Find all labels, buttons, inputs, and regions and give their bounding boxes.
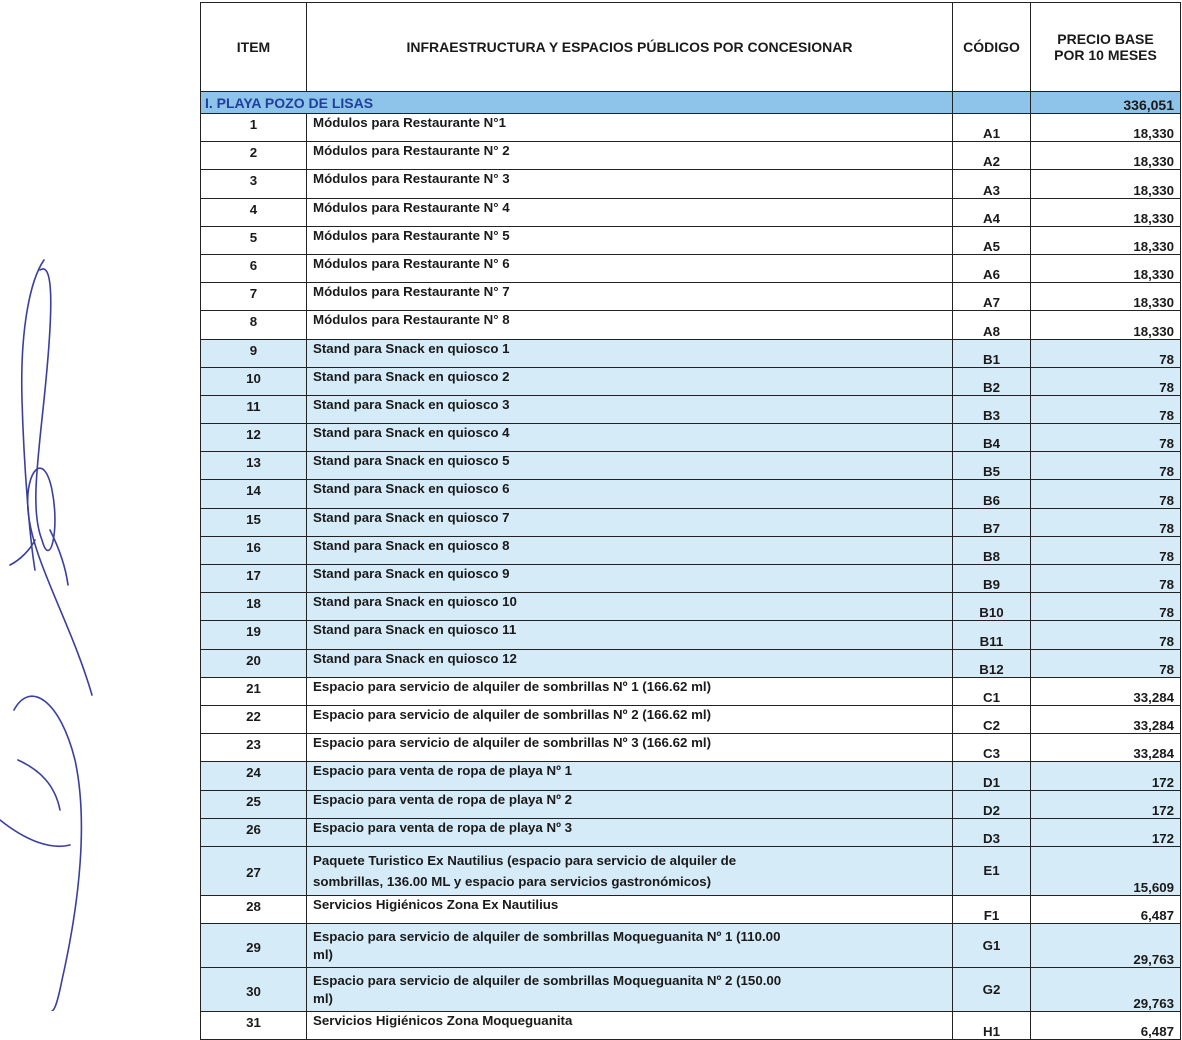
- item-number: 29: [201, 924, 307, 968]
- item-code: B11: [953, 621, 1031, 649]
- item-price: 78: [1031, 565, 1181, 593]
- item-number: 12: [201, 424, 307, 452]
- item-description: Espacio para venta de ropa de playa Nº 2: [307, 790, 953, 818]
- item-price: 18,330: [1031, 198, 1181, 226]
- table-row: [201, 367, 1181, 395]
- item-price: 78: [1031, 649, 1181, 677]
- header-item: ITEM: [201, 3, 307, 92]
- table-row: [201, 452, 1181, 480]
- concession-price-table: [200, 2, 1181, 1040]
- table-row: [201, 677, 1181, 705]
- item-description: [307, 924, 953, 968]
- item-description-line2: ml): [313, 946, 333, 962]
- item-price: 78: [1031, 593, 1181, 621]
- table-row: [201, 846, 1181, 895]
- table-row: [201, 226, 1181, 254]
- item-price: 78: [1031, 480, 1181, 508]
- item-price: 172: [1031, 762, 1181, 790]
- item-description-line1: Espacio para servicio de alquiler de sombrillas Moqueguanita Nº 1 (110.00: [313, 928, 781, 944]
- item-number: 3: [201, 170, 307, 198]
- item-description: Stand para Snack en quiosco 6: [307, 480, 953, 508]
- table-row: [201, 508, 1181, 536]
- table-row: [201, 424, 1181, 452]
- table-row: [201, 565, 1181, 593]
- item-price: 18,330: [1031, 283, 1181, 311]
- item-code: B9: [953, 565, 1031, 593]
- item-price: 18,330: [1031, 254, 1181, 282]
- item-code: C2: [953, 705, 1031, 733]
- item-number: 18: [201, 593, 307, 621]
- table-row: [201, 283, 1181, 311]
- item-number: 6: [201, 254, 307, 282]
- header-price-line2: POR 10 MESES: [1054, 47, 1157, 63]
- item-price: 78: [1031, 367, 1181, 395]
- item-code: D1: [953, 762, 1031, 790]
- item-number: 17: [201, 565, 307, 593]
- item-description: Espacio para servicio de alquiler de sombrillas Nº 1 (166.62 ml): [307, 677, 953, 705]
- item-price: 172: [1031, 790, 1181, 818]
- table-row: [201, 762, 1181, 790]
- item-number: 7: [201, 283, 307, 311]
- item-code: A8: [953, 311, 1031, 339]
- item-price: 33,284: [1031, 705, 1181, 733]
- item-price: 33,284: [1031, 734, 1181, 762]
- item-description: [307, 968, 953, 1012]
- item-number: 10: [201, 367, 307, 395]
- item-description: Módulos para Restaurante N° 7: [307, 283, 953, 311]
- item-description: Stand para Snack en quiosco 4: [307, 424, 953, 452]
- item-code: B5: [953, 452, 1031, 480]
- item-number: 4: [201, 198, 307, 226]
- item-number: 13: [201, 452, 307, 480]
- item-number: 14: [201, 480, 307, 508]
- table-row: [201, 790, 1181, 818]
- handwritten-signature: [0, 240, 190, 1011]
- item-price: 6,487: [1031, 895, 1181, 923]
- item-code: A7: [953, 283, 1031, 311]
- item-description: Espacio para servicio de alquiler de sombrillas Nº 2 (166.62 ml): [307, 705, 953, 733]
- header-code: CÓDIGO: [953, 3, 1031, 92]
- item-description: Stand para Snack en quiosco 3: [307, 395, 953, 423]
- item-code: B12: [953, 649, 1031, 677]
- table-row: [201, 536, 1181, 564]
- item-number: 27: [201, 846, 307, 895]
- item-number: 25: [201, 790, 307, 818]
- item-number: 19: [201, 621, 307, 649]
- item-price: 6,487: [1031, 1012, 1181, 1040]
- item-code: A6: [953, 254, 1031, 282]
- table-row: [201, 621, 1181, 649]
- item-code: E1: [953, 846, 1031, 895]
- table-row: [201, 311, 1181, 339]
- item-number: 26: [201, 818, 307, 846]
- section-title: I. PLAYA POZO DE LISAS: [201, 92, 953, 114]
- item-price: 29,763: [1031, 968, 1181, 1012]
- item-code: D2: [953, 790, 1031, 818]
- header-description: INFRAESTRUCTURA Y ESPACIOS PÚBLICOS POR CONCESIONAR: [307, 3, 953, 92]
- item-number: 23: [201, 734, 307, 762]
- item-price: 78: [1031, 339, 1181, 367]
- item-description: Servicios Higiénicos Zona Ex Nautilius: [307, 895, 953, 923]
- item-description: Stand para Snack en quiosco 5: [307, 452, 953, 480]
- item-description: Espacio para venta de ropa de playa Nº 1: [307, 762, 953, 790]
- item-code: A4: [953, 198, 1031, 226]
- item-code: A1: [953, 114, 1031, 142]
- table-row: [201, 895, 1181, 923]
- item-code: B10: [953, 593, 1031, 621]
- item-number: 9: [201, 339, 307, 367]
- header-price: [1031, 3, 1181, 92]
- item-description: Módulos para Restaurante N° 4: [307, 198, 953, 226]
- item-number: 20: [201, 649, 307, 677]
- item-code: C1: [953, 677, 1031, 705]
- item-code: A3: [953, 170, 1031, 198]
- item-code: H1: [953, 1012, 1031, 1040]
- item-price: 78: [1031, 508, 1181, 536]
- table-row: [201, 649, 1181, 677]
- item-number: 24: [201, 762, 307, 790]
- item-code: B1: [953, 339, 1031, 367]
- header-price-line1: PRECIO BASE: [1057, 31, 1154, 47]
- table-row: [201, 395, 1181, 423]
- item-number: 8: [201, 311, 307, 339]
- item-price: 18,330: [1031, 311, 1181, 339]
- item-description-line1: Paquete Turistico Ex Nautilius (espacio para servicio de alquiler de: [313, 852, 737, 868]
- item-price: 172: [1031, 818, 1181, 846]
- item-price: 33,284: [1031, 677, 1181, 705]
- item-description: [307, 846, 953, 895]
- item-price: 18,330: [1031, 226, 1181, 254]
- table-row: [201, 142, 1181, 170]
- item-code: D3: [953, 818, 1031, 846]
- section-row: [201, 92, 1181, 114]
- item-price: 78: [1031, 536, 1181, 564]
- section-code-cell: [953, 92, 1031, 114]
- item-code: A5: [953, 226, 1031, 254]
- table-header-row: [201, 3, 1181, 92]
- item-description: Módulos para Restaurante N° 8: [307, 311, 953, 339]
- table-row: [201, 1012, 1181, 1040]
- item-description: Stand para Snack en quiosco 7: [307, 508, 953, 536]
- item-description-line2: sombrillas, 136.00 ML y espacio para servicios gastronómicos): [313, 873, 712, 889]
- item-code: G2: [953, 968, 1031, 1012]
- table-row: [201, 339, 1181, 367]
- item-description: Módulos para Restaurante N° 3: [307, 170, 953, 198]
- item-code: B8: [953, 536, 1031, 564]
- table-row: [201, 818, 1181, 846]
- item-code: A2: [953, 142, 1031, 170]
- item-number: 28: [201, 895, 307, 923]
- item-description: Espacio para venta de ropa de playa Nº 3: [307, 818, 953, 846]
- item-number: 15: [201, 508, 307, 536]
- item-description-line2: ml): [313, 990, 333, 1006]
- item-code: C3: [953, 734, 1031, 762]
- table-row: [201, 593, 1181, 621]
- item-code: G1: [953, 924, 1031, 968]
- item-price: 18,330: [1031, 142, 1181, 170]
- item-description: Módulos para Restaurante N° 2: [307, 142, 953, 170]
- item-description: Módulos para Restaurante N°1: [307, 114, 953, 142]
- item-code: B6: [953, 480, 1031, 508]
- item-code: B7: [953, 508, 1031, 536]
- item-description: Stand para Snack en quiosco 12: [307, 649, 953, 677]
- table-row: [201, 170, 1181, 198]
- item-description: Servicios Higiénicos Zona Moqueguanita: [307, 1012, 953, 1040]
- item-description: Módulos para Restaurante N° 5: [307, 226, 953, 254]
- table-row: [201, 198, 1181, 226]
- item-number: 30: [201, 968, 307, 1012]
- item-price: 18,330: [1031, 114, 1181, 142]
- item-price: 78: [1031, 424, 1181, 452]
- item-code: B4: [953, 424, 1031, 452]
- item-number: 31: [201, 1012, 307, 1040]
- item-code: B3: [953, 395, 1031, 423]
- item-description: Stand para Snack en quiosco 8: [307, 536, 953, 564]
- item-description: Espacio para servicio de alquiler de sombrillas Nº 3 (166.62 ml): [307, 734, 953, 762]
- item-description: Stand para Snack en quiosco 9: [307, 565, 953, 593]
- item-number: 16: [201, 536, 307, 564]
- item-number: 2: [201, 142, 307, 170]
- section-total: 336,051: [1031, 92, 1181, 114]
- item-description-line1: Espacio para servicio de alquiler de sombrillas Moqueguanita Nº 2 (150.00: [313, 972, 782, 988]
- item-description: Stand para Snack en quiosco 11: [307, 621, 953, 649]
- item-price: 29,763: [1031, 924, 1181, 968]
- table-row: [201, 924, 1181, 968]
- item-description: Stand para Snack en quiosco 1: [307, 339, 953, 367]
- table-row: [201, 705, 1181, 733]
- table-row: [201, 968, 1181, 1012]
- item-price: 78: [1031, 395, 1181, 423]
- table-row: [201, 114, 1181, 142]
- item-code: F1: [953, 895, 1031, 923]
- item-price: 18,330: [1031, 170, 1181, 198]
- item-price: 15,609: [1031, 846, 1181, 895]
- item-price: 78: [1031, 452, 1181, 480]
- item-number: 21: [201, 677, 307, 705]
- item-number: 5: [201, 226, 307, 254]
- item-price: 78: [1031, 621, 1181, 649]
- item-code: B2: [953, 367, 1031, 395]
- item-number: 1: [201, 114, 307, 142]
- item-number: 22: [201, 705, 307, 733]
- item-description: Módulos para Restaurante N° 6: [307, 254, 953, 282]
- table-row: [201, 734, 1181, 762]
- item-number: 11: [201, 395, 307, 423]
- item-description: Stand para Snack en quiosco 2: [307, 367, 953, 395]
- table-row: [201, 480, 1181, 508]
- table-row: [201, 254, 1181, 282]
- item-description: Stand para Snack en quiosco 10: [307, 593, 953, 621]
